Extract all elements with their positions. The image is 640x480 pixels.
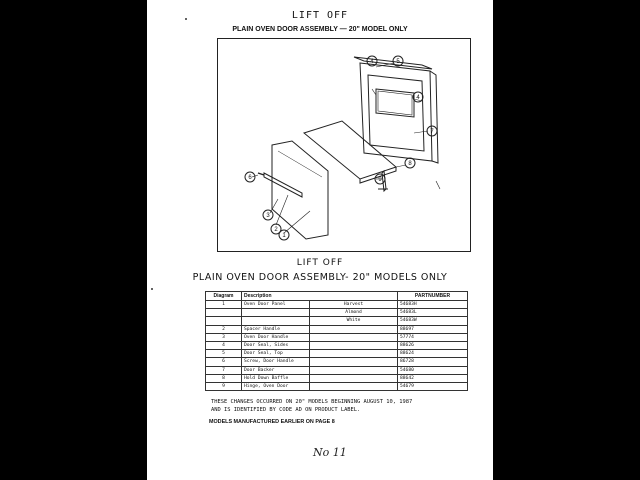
cell-diagram: 3: [206, 333, 242, 341]
cell-diagram: [206, 317, 242, 325]
cell-partnumber: 88697: [398, 325, 468, 333]
callout-4: 4: [370, 59, 374, 65]
cell-diagram: 1: [206, 301, 242, 309]
cell-partnumber: 54683H: [398, 301, 468, 309]
change-note: [211, 398, 491, 414]
cell-partnumber: 88624: [398, 350, 468, 358]
cell-diagram: 4: [206, 341, 242, 349]
hold-down-baffle: [304, 121, 396, 179]
callout-2: 2: [274, 227, 278, 233]
cell-variant: Almond: [310, 309, 398, 317]
callout-3: 3: [266, 213, 270, 219]
change-note-line: AND IS IDENTIFIED BY CODE AD ON PRODUCT LABEL.: [211, 407, 361, 413]
table-row: [206, 350, 468, 358]
section-subtitle: PLAIN OVEN DOOR ASSEMBLY- 20" MODELS ONLY: [192, 272, 448, 283]
callout-4b: 4: [416, 95, 420, 101]
cell-variant: [310, 341, 398, 349]
cell-variant: [310, 333, 398, 341]
cell-partnumber: 57774: [398, 333, 468, 341]
page-title: LIFT OFF: [291, 10, 349, 21]
cell-variant: [310, 374, 398, 382]
table-row: [206, 358, 468, 366]
cell-partnumber: 54679: [398, 382, 468, 390]
cell-partnumber: 88642: [398, 374, 468, 382]
cell-description: [242, 309, 310, 317]
table-row: [206, 366, 468, 374]
cell-description: Door Backer: [242, 366, 310, 374]
cell-diagram: 8: [206, 374, 242, 382]
cell-description: Hinge, Oven Door: [242, 382, 310, 390]
change-note-line: THESE CHANGES OCCURRED ON 20" MODELS BEGINNING AUGUST 10, 1987: [211, 399, 413, 405]
cell-partnumber: 54683W: [398, 317, 468, 325]
oven-door-panel: [272, 141, 328, 239]
diagram-drawing: [218, 39, 470, 251]
table-header-row: [206, 292, 468, 301]
callout-9: 9: [378, 177, 382, 183]
cell-variant: [310, 358, 398, 366]
cell-diagram: 9: [206, 382, 242, 390]
cell-description: Door Seal, Sides: [242, 341, 310, 349]
callout-6: 6: [248, 175, 252, 181]
cell-variant: Harvest: [310, 301, 398, 309]
cell-diagram: 6: [206, 358, 242, 366]
oven-door-handle: [264, 173, 302, 197]
cell-partnumber: 88626: [398, 341, 468, 349]
cell-description: Hold Down Baffle: [242, 374, 310, 382]
table-row: [206, 382, 468, 390]
parts-table: [205, 291, 468, 391]
parts-table-body: [206, 301, 468, 391]
speck-mark: [151, 288, 153, 290]
table-row: [206, 325, 468, 333]
handwritten-annotation: No 11: [313, 446, 347, 459]
cell-description: Screw, Door Handle: [242, 358, 310, 366]
cell-description: Spacer Handle: [242, 325, 310, 333]
exploded-diagram: [217, 38, 471, 252]
cell-description: Door Seal, Top: [242, 350, 310, 358]
section-title: LIFT OFF: [296, 258, 344, 268]
cell-diagram: 7: [206, 366, 242, 374]
cell-description: Oven Door Panel: [242, 301, 310, 309]
cell-partnumber: 54683L: [398, 309, 468, 317]
cell-description: Oven Door Handle: [242, 333, 310, 341]
column-header-diagram: Diagram: [206, 292, 242, 301]
cell-description: [242, 317, 310, 325]
page-subtitle: PLAIN OVEN DOOR ASSEMBLY — 20" MODEL ONLY: [232, 26, 408, 33]
column-header-partnumber: PARTNUMBER: [398, 292, 468, 301]
document-page: [147, 0, 493, 480]
column-header-description: Description: [242, 292, 398, 301]
cell-variant: [310, 366, 398, 374]
table-row: [206, 317, 468, 325]
callout-7: 7: [430, 129, 434, 135]
table-row: [206, 333, 468, 341]
cell-partnumber: 86728: [398, 358, 468, 366]
callout-1: 1: [282, 233, 286, 239]
cell-diagram: [206, 309, 242, 317]
table-row: [206, 309, 468, 317]
cell-variant: [310, 382, 398, 390]
callout-5: 5: [396, 59, 400, 65]
table-row: [206, 301, 468, 309]
cell-variant: [310, 350, 398, 358]
callout-8: 8: [408, 161, 412, 167]
cell-diagram: 2: [206, 325, 242, 333]
cell-partnumber: 54680: [398, 366, 468, 374]
table-row: [206, 374, 468, 382]
cell-variant: [310, 325, 398, 333]
oven-door-hinge: [382, 171, 386, 191]
earlier-models-note: MODELS MANUFACTURED EARLIER ON PAGE 8: [209, 419, 335, 425]
cell-diagram: 5: [206, 350, 242, 358]
table-row: [206, 341, 468, 349]
cell-variant: White: [310, 317, 398, 325]
